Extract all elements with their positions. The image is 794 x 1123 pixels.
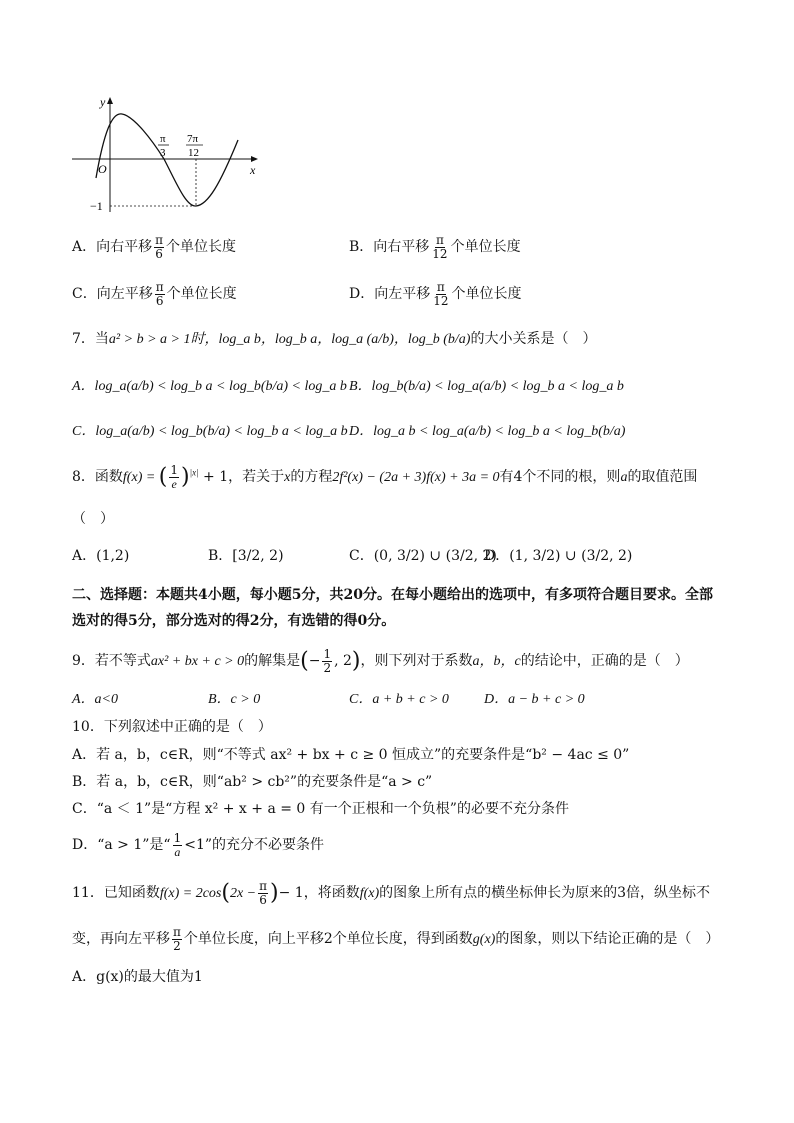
q7-stem-pre: 7．当 <box>72 331 109 347</box>
q6-option-d <box>349 281 522 307</box>
tick1-den: 3 <box>160 147 166 159</box>
q10-stem: 10．下列叙述中正确的是（ ） <box>72 719 272 735</box>
sine-curve <box>96 114 238 206</box>
fraction <box>322 648 332 674</box>
fraction-den: 2 <box>173 938 181 953</box>
origin-label: O <box>98 162 107 176</box>
q11-option-a: A．g(x)的最大值为1 <box>72 969 203 985</box>
option-text: 向左平移 <box>96 286 153 303</box>
q7-option-d: D．log_a b < log_a(a/b) < log_b a < log_b(b/a) <box>349 424 626 439</box>
q11-stem-pre: 11．已知函数 <box>72 885 160 902</box>
option-letter: B． <box>349 239 374 256</box>
exponent: |x| <box>189 467 199 478</box>
q8-var-x: x <box>284 470 291 486</box>
q10-d-pre: D．“a > 1”是“ <box>72 837 171 854</box>
q9-stem-post: ，则下列对于系数 <box>360 653 473 670</box>
fraction-num: π <box>155 233 164 247</box>
q11-fx: f(x) <box>359 886 380 902</box>
fraction <box>173 832 183 858</box>
q9-inequality: ax² + bx + c > 0 <box>150 654 245 670</box>
q11-line2-post: 个单位长度，向上平移2个单位长度，得到函数 <box>183 931 473 948</box>
option-text: 个单位长度 <box>450 239 521 256</box>
q9-stem-mid: 的解集是 <box>244 653 301 670</box>
fraction-den: 6 <box>155 246 163 261</box>
q8-option-c: C．(0, 3/2) ∪ (3/2, 2) <box>349 548 497 564</box>
minus-sign: − <box>308 653 321 670</box>
sine-graph <box>68 92 268 217</box>
q11-line2-pre: 变，再向左平移 <box>72 931 170 948</box>
option-text: 个单位长度 <box>166 286 237 303</box>
option-text: 向右平移 <box>96 239 153 256</box>
q10-option-d <box>72 832 324 858</box>
fraction-num: 1 <box>170 463 179 477</box>
fraction-den: e <box>171 476 177 491</box>
option-letter: C． <box>72 286 97 303</box>
right-paren: ) <box>181 464 190 490</box>
fraction <box>155 281 165 307</box>
fraction <box>431 234 448 260</box>
fraction <box>258 880 268 906</box>
option-letter: A． <box>72 239 97 256</box>
q9-stem-end: 的结论中，正确的是（ ） <box>520 653 689 670</box>
neg-one-label: −1 <box>90 199 103 213</box>
fraction-num: π <box>436 280 445 294</box>
interval-end: , 2 <box>334 653 352 670</box>
fraction-den: 2 <box>323 660 332 675</box>
left-paren: ( <box>300 648 309 674</box>
section2-line2: 选对的得5分，部分选对的得2分，有选错的得0分。 <box>72 613 396 629</box>
q6-option-a <box>72 234 236 260</box>
q7-option-c: C．log_a(a/b) < log_b(b/a) < log_b a < log_a b <box>72 424 348 439</box>
q8-option-a: A．(1,2) <box>72 548 130 564</box>
q11-gx: g(x) <box>472 932 496 948</box>
q8-function: f(x) = <box>122 470 159 486</box>
fraction-num: π <box>435 233 444 247</box>
q7-expression-list: log_a b，log_b a，log_a (a/b)，log_b (b/a) <box>218 332 471 347</box>
q11-function-end: − 1 <box>278 885 304 902</box>
right-paren: ) <box>270 880 279 906</box>
q11-function: f(x) = 2cos <box>159 886 222 902</box>
q8-stem-mid2: 的方程 <box>290 469 333 486</box>
fraction-num: π <box>173 925 181 939</box>
q9-option-c: C．a + b + c > 0 <box>349 692 449 707</box>
q7-stem-post: 的大小关系是（ ） <box>470 331 597 347</box>
fraction <box>432 281 449 307</box>
left-paren: ( <box>221 880 230 906</box>
q8-equation: 2f²(x) − (2a + 3)f(x) + 3a = 0 <box>332 470 500 486</box>
q9-option-d: D．a − b + c > 0 <box>484 692 585 707</box>
q8-option-b: B．[3/2, 2) <box>208 548 284 564</box>
fraction-den: 6 <box>259 892 267 907</box>
fraction <box>154 234 164 260</box>
x-axis-arrow <box>251 156 258 162</box>
option-text: 个单位长度 <box>451 286 522 303</box>
fraction-num: π <box>259 879 268 893</box>
q8-stem-post: 有4个不同的根，则 <box>499 469 621 486</box>
coefficients: a，b，c <box>472 654 521 670</box>
fraction-den: 12 <box>433 293 449 308</box>
q8-stem-end: 的取值范围 <box>627 469 698 486</box>
y-axis-arrow <box>107 97 113 104</box>
plus-one: + 1 <box>198 469 229 486</box>
section2-line1: 二、选择题：本题共4小题，每小题5分，共20分。在每小题给出的选项中，有多项符合题目要求。全部 <box>72 587 713 603</box>
q9-stem <box>72 648 689 674</box>
q7-option-b: B．log_b(b/a) < log_a(a/b) < log_b a < log_a b <box>349 379 624 394</box>
fraction <box>169 464 179 490</box>
q7-stem <box>72 328 596 348</box>
q11-stem-post: 的图象上所有点的横坐标伸长为原来的3倍，纵坐标不 <box>379 885 711 902</box>
fraction-den: 6 <box>155 293 164 308</box>
option-letter: D． <box>349 286 375 303</box>
q8-var-a: a <box>620 470 628 486</box>
q8-paren: （ ） <box>72 511 114 527</box>
option-text: 个单位长度 <box>166 239 237 256</box>
fraction <box>172 926 182 952</box>
q9-option-a: A．a<0 <box>72 692 118 707</box>
q7-condition: a² > b > a > 1时， <box>108 332 219 347</box>
fraction-num: 1 <box>173 831 182 845</box>
tick2-num: 7π <box>187 133 199 145</box>
q7-option-a: A．log_a(a/b) < log_b a < log_b(b/a) < log_a b <box>72 379 347 394</box>
q9-stem-pre: 9．若不等式 <box>72 653 151 670</box>
tick2-den: 12 <box>188 147 199 159</box>
q11-line2-end: 的图象，则以下结论正确的是（ ） <box>495 931 720 948</box>
right-paren: ) <box>351 648 361 674</box>
option-text: 向左平移 <box>374 286 431 303</box>
y-axis-label: y <box>100 95 106 109</box>
q9-option-b: B．c > 0 <box>208 692 261 707</box>
q8-stem <box>72 464 697 490</box>
q11-line2 <box>72 926 719 952</box>
fraction-den: a <box>174 844 181 859</box>
q10-option-b: B．若 a，b，c∈R，则“ab² > cb²”的充要条件是“a > c” <box>72 774 433 790</box>
q10-option-c: C．“a ＜ 1”是“方程 x² + x + a = 0 有一个正根和一个负根”的必要不充分条件 <box>72 801 569 817</box>
x-axis-label: x <box>250 163 256 177</box>
left-paren: ( <box>158 464 168 490</box>
q11-stem-mid: ，将函数 <box>303 885 360 902</box>
fraction-den: 12 <box>432 246 448 261</box>
q8-stem-pre: 8．函数 <box>72 469 123 486</box>
option-text: 向右平移 <box>373 239 430 256</box>
q6-option-b <box>349 234 521 260</box>
q10-d-post: <1”的充分不必要条件 <box>184 837 325 854</box>
q10-option-a: A．若 a，b，c∈R，则“不等式 ax² + bx + c ≥ 0 恒成立”的充要条件是“b² − 4ac ≤ 0” <box>72 747 630 763</box>
fraction-num: π <box>155 280 164 294</box>
q8-stem-mid: ，若关于 <box>228 469 285 486</box>
q11-function-inner: 2x − <box>229 886 257 902</box>
fraction-num: 1 <box>323 647 332 661</box>
q8-option-d: D．(1, 3/2) ∪ (3/2, 2) <box>484 548 633 564</box>
tick1-num: π <box>160 133 166 145</box>
q11-stem <box>72 880 710 906</box>
q6-option-c <box>72 281 237 307</box>
